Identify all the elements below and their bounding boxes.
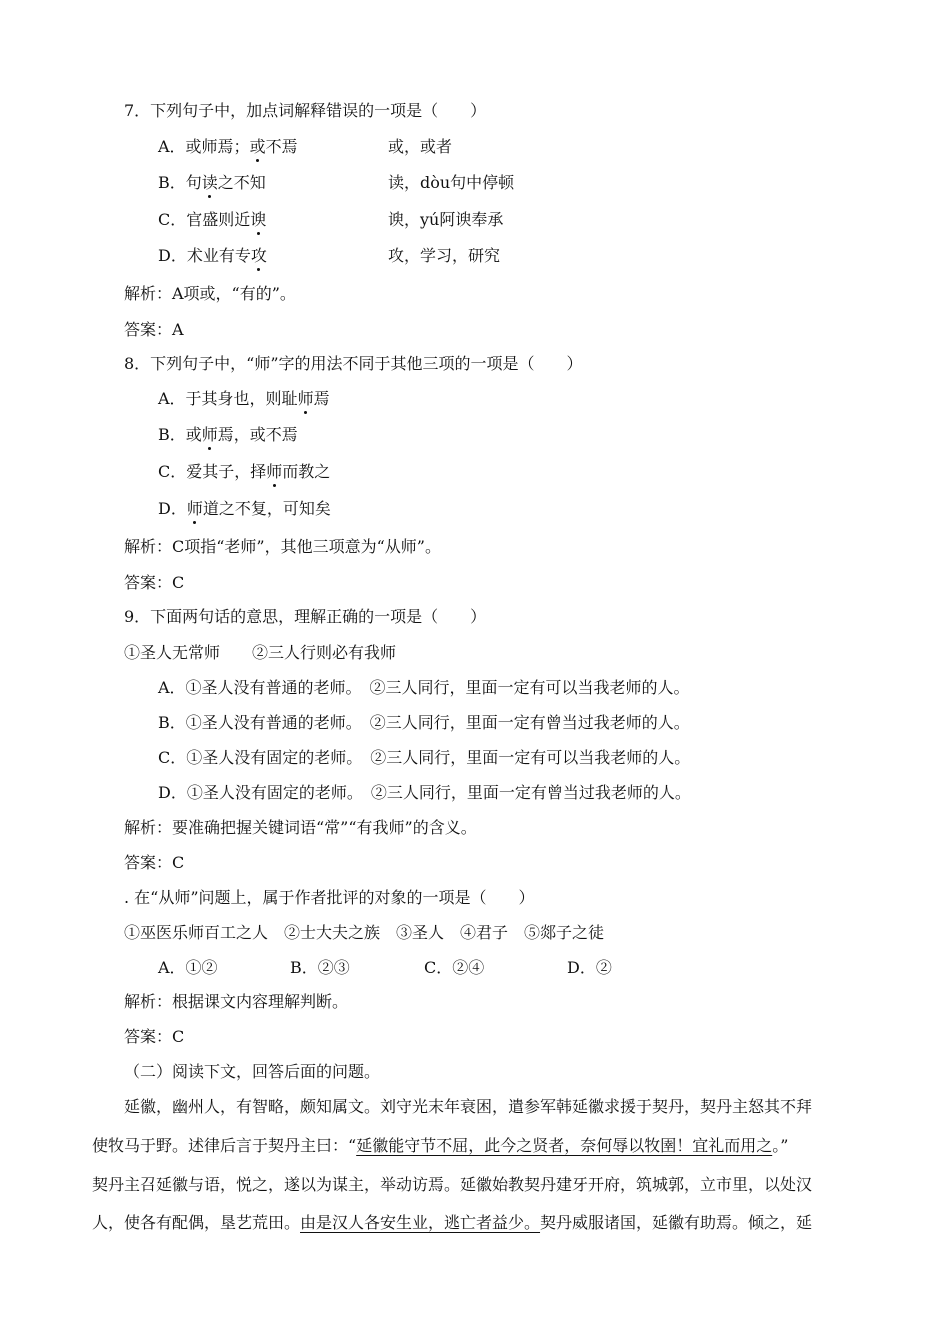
q10-option-d: D．②	[567, 958, 612, 977]
emphasis-dot: 师	[186, 499, 203, 518]
q10-option-b: B．②③	[290, 958, 350, 977]
emphasis-dot: 或	[249, 137, 266, 156]
q9-option-c: C．①圣人没有固定的老师。 ②三人同行，里面一定有可以当我老师的人。	[158, 748, 691, 767]
passage-line-3: 契丹主召延徽与语，悦之，遂以为谋主，举动访焉。延徽始教契丹建牙开府，筑城郭，立市里，以处汉	[92, 1175, 813, 1194]
q7-option-c: C．官盛则近谀 谀，yú阿谀奉承	[158, 210, 504, 229]
q10-option-c: C．②④	[424, 958, 485, 977]
q10-option-a: A．①②	[158, 958, 218, 977]
q7-option-b: B．句读之不知 读，dòu句中停顿	[158, 173, 515, 192]
q10-stem: . 在“从师”问题上，属于作者批评的对象的一项是（ ）	[124, 888, 535, 907]
q8-option-b: B．或师焉，或不焉	[158, 425, 298, 444]
q8-option-d: D．师道之不复，可知矣	[158, 499, 331, 518]
q7-option-a: A．或师焉；或不焉 或，或者	[158, 137, 453, 156]
q9-analysis: 解析：要准确把握关键词语“常”“有我师”的含义。	[124, 818, 477, 837]
emphasis-dot: 攻	[250, 246, 267, 265]
q9-answer: 答案：C	[124, 853, 185, 872]
q10-items: ①巫医乐师百工之人 ②士大夫之族 ③圣人 ④君子 ⑤郯子之徒	[124, 923, 605, 942]
q8-analysis: 解析：C项指“老师”，其他三项意为“从师”。	[124, 537, 441, 556]
q9-quote: ①圣人无常师 ②三人行则必有我师	[124, 643, 397, 662]
passage-line-1: 延徽，幽州人，有智略，颇知属文。刘守光末年衰困，遣参军韩延徽求援于契丹，契丹主怒其不拜	[124, 1097, 813, 1116]
q10-answer: 答案：C	[124, 1027, 185, 1046]
emphasis-dot: 师	[201, 425, 218, 444]
emphasis-dot: 师	[297, 389, 314, 408]
emphasis-dot: 师	[266, 462, 283, 481]
q8-stem: 8．下列句子中，“师”字的用法不同于其他三项的一项是（ ）	[124, 354, 583, 373]
q9-stem: 9．下面两句话的意思，理解正确的一项是（ ）	[124, 607, 487, 626]
q7-analysis: 解析：A项或，“有的”。	[124, 284, 296, 303]
underlined-sentence: 由是汉人各安生业，逃亡者益少。	[300, 1213, 541, 1232]
emphasis-dot: 读	[201, 173, 218, 192]
q7-answer: 答案：A	[124, 320, 184, 339]
emphasis-dot: 谀	[250, 210, 267, 229]
passage-heading: （二）阅读下文，回答后面的问题。	[124, 1062, 381, 1081]
underlined-sentence: 延徽能守节不屈，此今之贤者，奈何辱以牧圉！宜礼而用之	[356, 1136, 773, 1155]
q9-option-a: A．①圣人没有普通的老师。 ②三人同行，里面一定有可以当我老师的人。	[158, 678, 690, 697]
q8-answer: 答案：C	[124, 573, 185, 592]
q9-option-b: B．①圣人没有普通的老师。 ②三人同行，里面一定有曾当过我老师的人。	[158, 713, 690, 732]
q8-option-c: C．爱其子，择师而教之	[158, 462, 331, 481]
q7-stem: 7．下列句子中，加点词解释错误的一项是（ ）	[124, 101, 487, 120]
q7-option-d: D．术业有专攻 攻，学习，研究	[158, 246, 501, 265]
passage-line-4: 人，使各有配偶，垦艺荒田。由是汉人各安生业，逃亡者益少。契丹威服诸国，延徽有助焉。倾之，延	[92, 1213, 813, 1232]
passage-line-2: 使牧马于野。述律后言于契丹主曰：“延徽能守节不屈，此今之贤者，奈何辱以牧圉！宜礼而用之。”	[92, 1136, 789, 1155]
q8-option-a: A．于其身也，则耻师焉	[158, 389, 330, 408]
q9-option-d: D．①圣人没有固定的老师。 ②三人同行，里面一定有曾当过我老师的人。	[158, 783, 691, 802]
q10-analysis: 解析：根据课文内容理解判断。	[124, 992, 349, 1011]
